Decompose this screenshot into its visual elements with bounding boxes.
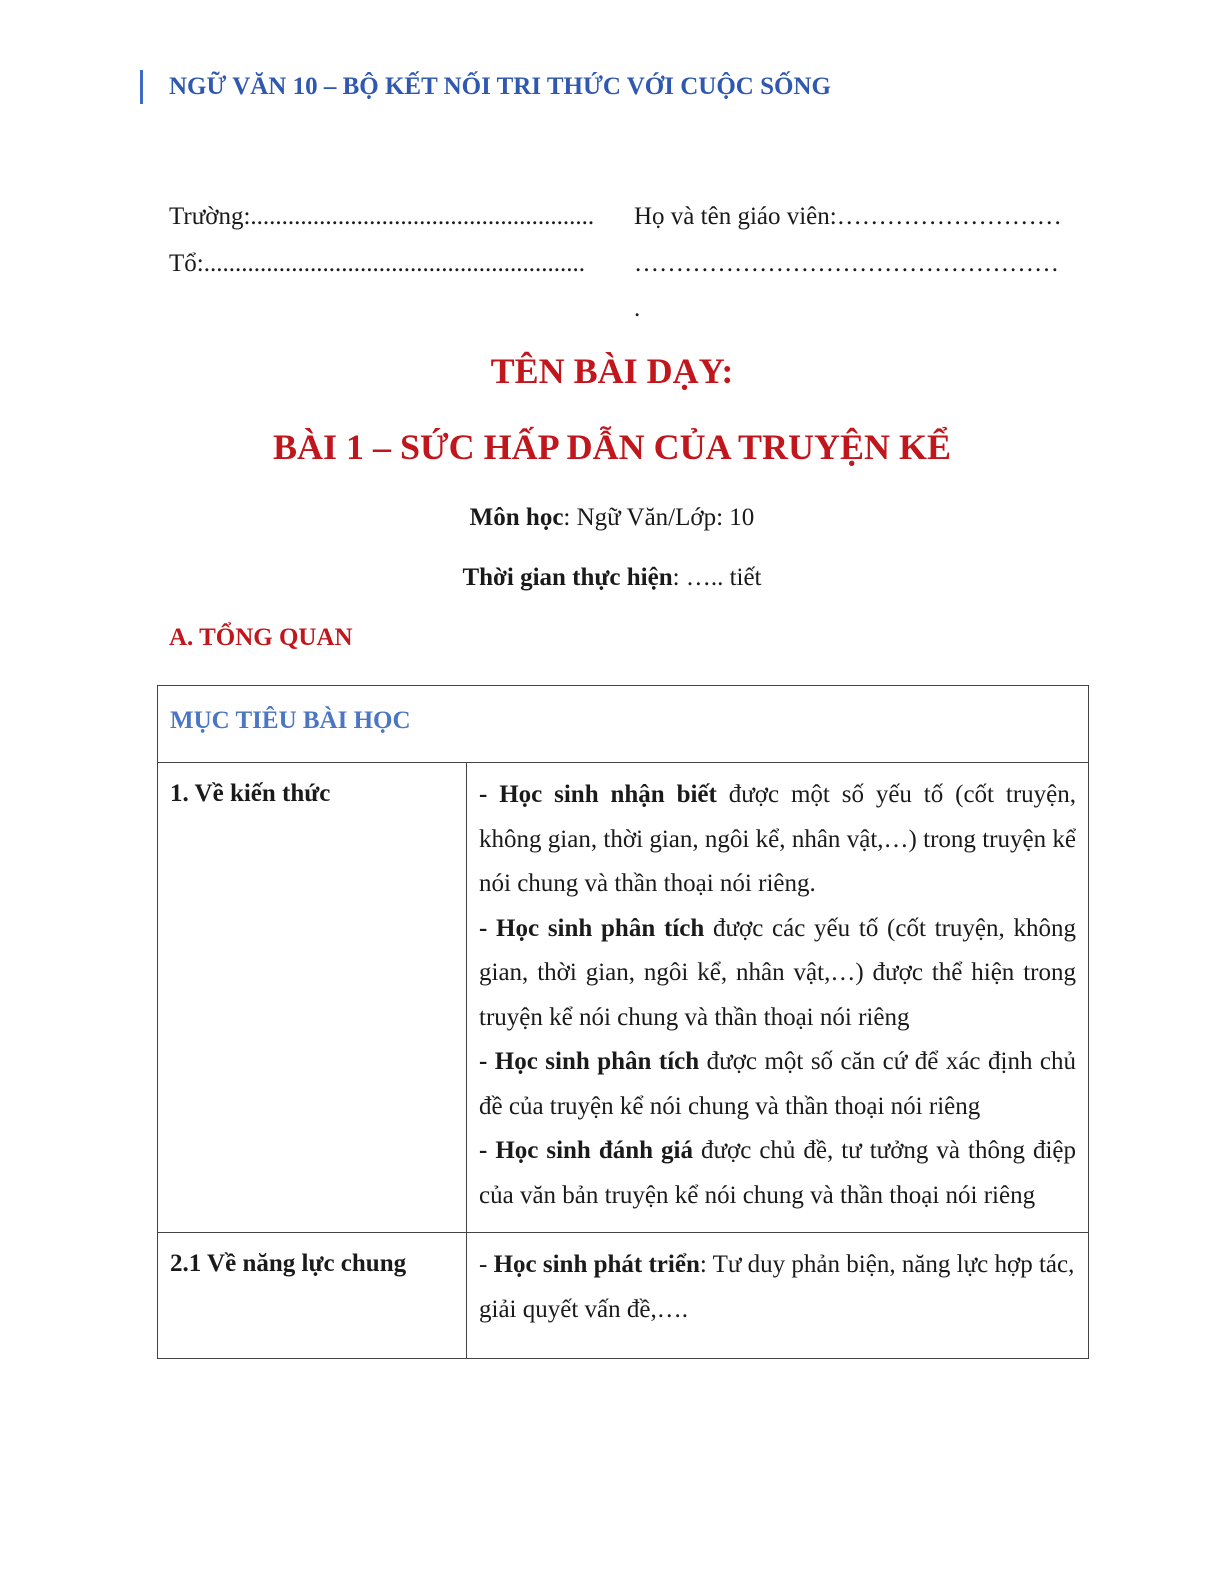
- list-item: [479, 907, 1076, 1041]
- duration-label: Thời gian thực hiện: [462, 564, 673, 591]
- item-bold: - Học sinh phân tích: [479, 914, 705, 942]
- item-text: được chủ đề, tư tưởng và thông điệp của văn bản truyện kể nói chung và thần thoại nói riêng: [479, 1137, 1076, 1209]
- school-field: Trường:.......................................................: [169, 203, 595, 230]
- teacher-field-line3: .: [634, 295, 641, 322]
- item-prefix: -: [479, 1251, 494, 1278]
- list-item: [479, 1129, 1076, 1218]
- objectives-heading: MỤC TIÊU BÀI HỌC: [158, 686, 1089, 763]
- duration-value: : ….. tiết: [672, 564, 762, 591]
- subject-label: Môn học: [469, 504, 564, 531]
- row-label-competence: 2.1 Về năng lực chung: [158, 1233, 467, 1359]
- row-label-knowledge: 1. Về kiến thức: [158, 763, 467, 1233]
- header-text: NGỮ VĂN 10 – BỘ KẾT NỐI TRI THỨC VỚI CUỘC SỐNG: [169, 73, 831, 100]
- item-text: được các yếu tố (cốt truyện, không gian, thời gian, ngôi kể, nhân vật,…) được thể hiện trong truyện kể nói chung và thần thoại nói riêng: [479, 914, 1076, 1031]
- list-item: [479, 773, 1076, 907]
- list-item: [479, 1040, 1076, 1129]
- list-item: [479, 1243, 1076, 1332]
- subject-line: [0, 504, 1224, 532]
- item-bold: - Học sinh nhận biết: [479, 781, 717, 808]
- teacher-field: Họ và tên giáo viên:………………………: [634, 203, 1062, 230]
- table-row: [158, 763, 1089, 1233]
- table-header-row: [158, 686, 1089, 763]
- objectives-table: [157, 685, 1089, 1359]
- item-bold: - Học sinh phân tích: [479, 1048, 700, 1075]
- group-field: Tổ:.............................................................: [169, 250, 585, 277]
- subject-value: : Ngữ Văn/Lớp: 10: [563, 504, 755, 531]
- page-header: [140, 70, 831, 104]
- lesson-label: TÊN BÀI DẠY:: [490, 351, 734, 391]
- row-content-competence: [467, 1233, 1089, 1359]
- table-row: [158, 1233, 1089, 1359]
- item-bold: - Học sinh đánh giá: [479, 1137, 693, 1164]
- section-heading-a: A. TỔNG QUAN: [169, 624, 353, 651]
- item-text: được một số yếu tố (cốt truyện, không gian, thời gian, ngôi kể, nhân vật,…) trong truyện kể nói chung và thần thoại nói riêng.: [479, 781, 1076, 897]
- lesson-title: BÀI 1 – SỨC HẤP DẪN CỦA TRUYỆN KỂ: [272, 427, 952, 467]
- row-content-knowledge: [467, 763, 1089, 1233]
- teacher-field-line2: ……………………………………………: [634, 250, 1059, 277]
- duration-line: [0, 564, 1224, 592]
- item-text: được một số căn cứ để xác định chủ đề của truyện kể nói chung và thần thoại nói riêng: [479, 1048, 1076, 1120]
- item-bold: Học sinh phát triển: [493, 1251, 700, 1278]
- item-text: : Tư duy phản biện, năng lực hợp tác, giải quyết vấn đề,….: [479, 1251, 1075, 1323]
